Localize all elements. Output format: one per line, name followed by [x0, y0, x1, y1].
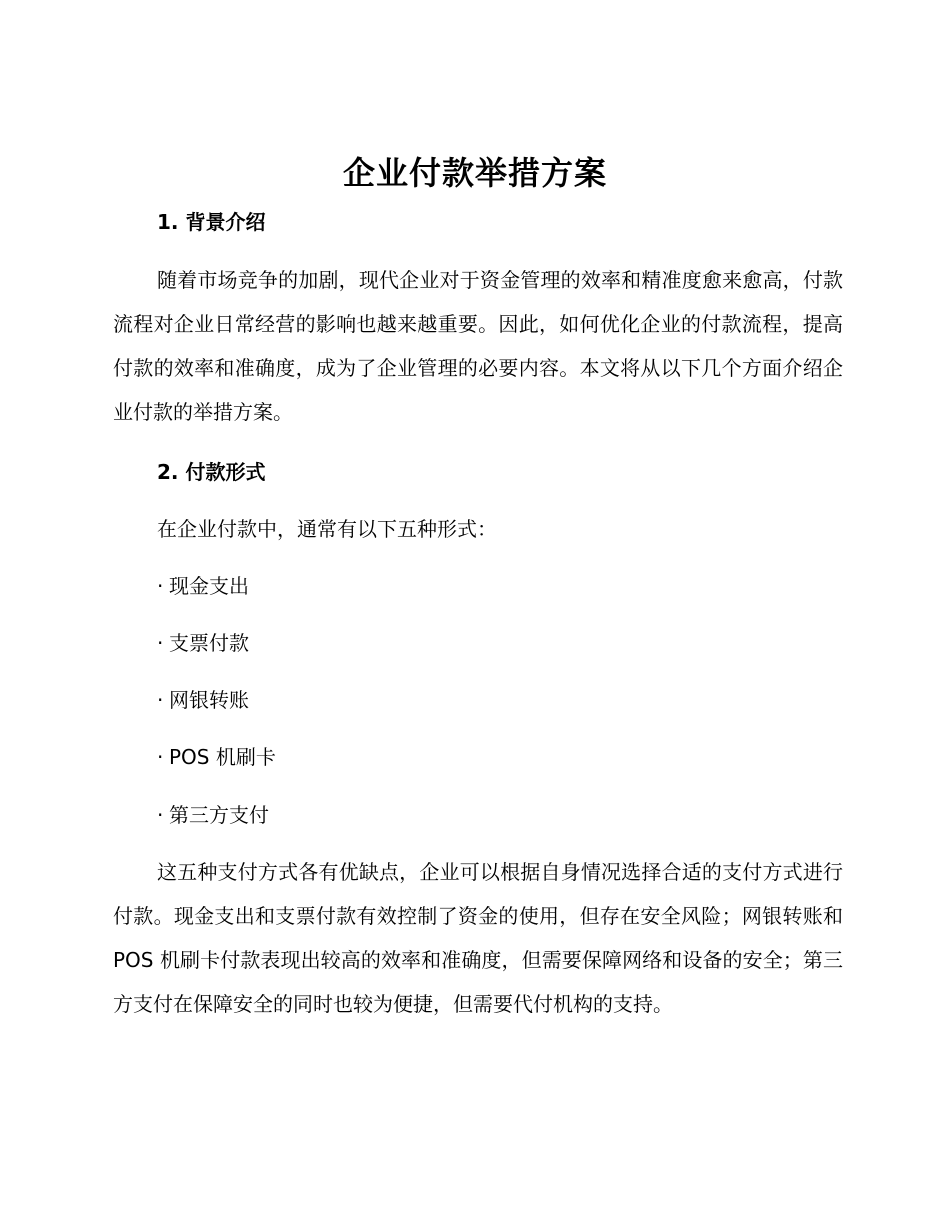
- list-item: [157, 629, 249, 657]
- list-item-label: POS 机刷卡: [169, 745, 276, 769]
- section-heading-payment-forms: 2. 付款形式: [157, 460, 266, 484]
- list-item: [157, 572, 249, 600]
- document-title: 企业付款举措方案: [342, 154, 607, 192]
- section-heading-background: 1. 背景介绍: [157, 210, 266, 234]
- bullet-dot: ·: [157, 745, 164, 769]
- bullet-dot: ·: [157, 803, 164, 827]
- list-item-label: 现金支出: [169, 574, 249, 598]
- list-item: [157, 686, 249, 714]
- bullet-dot: ·: [157, 631, 164, 655]
- list-item: [157, 801, 269, 829]
- list-item: [157, 743, 276, 771]
- bullet-dot: ·: [157, 574, 164, 598]
- payment-forms-intro: 在企业付款中，通常有以下五种形式：: [157, 517, 497, 541]
- background-paragraph: 随着市场竞争的加剧，现代企业对于资金管理的效率和精准度愈来愈高，付款流程对企业日常经营的影响也越来越重要。因此，如何优化企业的付款流程，提高付款的效率和准确度，成为了企业管理的必要内容。本文将从以下几个方面介绍企业付款的举措方案。: [113, 268, 843, 424]
- payment-forms-paragraph: 这五种支付方式各有优缺点，企业可以根据自身情况选择合适的支付方式进行付款。现金支出和支票付款有效控制了资金的使用，但存在安全风险；网银转账和 POS 机刷卡付款表现出较高的效率和准确度，但需要保障网络和设备的安全；第三方支付在保障安全的同时也较为便捷，但需要代付机构的支持。: [113, 860, 843, 1016]
- list-item-label: 支票付款: [169, 631, 249, 655]
- list-item-label: 网银转账: [169, 688, 249, 712]
- bullet-dot: ·: [157, 688, 164, 712]
- list-item-label: 第三方支付: [169, 803, 269, 827]
